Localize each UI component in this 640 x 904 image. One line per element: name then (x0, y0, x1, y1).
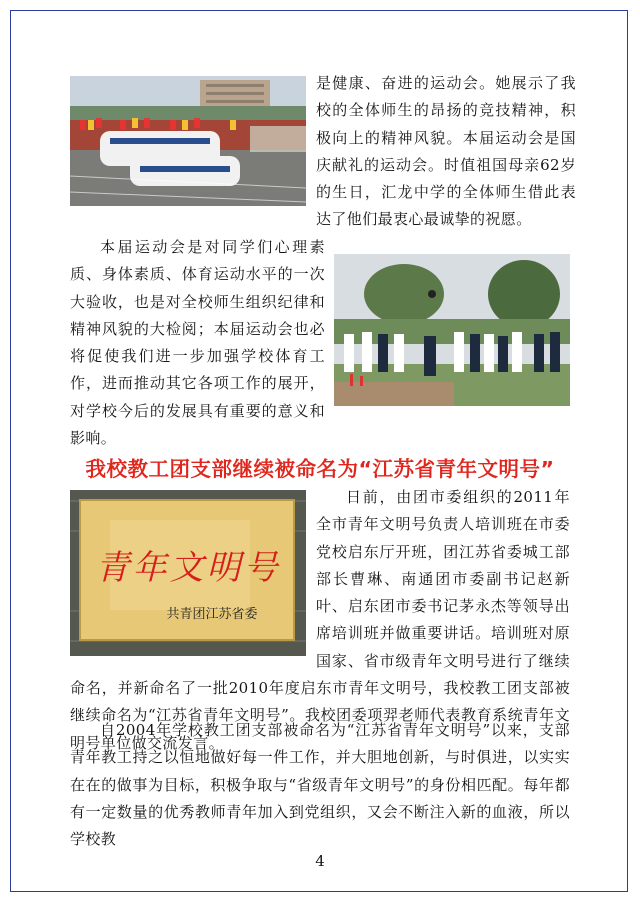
article1-top-text: 是健康、奋进的运动会。她展示了我校的全体师生的昂扬的竞技精神，积极向上的精神风貌。本届运动会是国庆献礼的运动会。时值祖国母亲62岁的生日，汇龙中学的全体师生借此表达了他们最衷心最诚挚的祝愿。 (316, 74, 576, 229)
plaque-float-spacer (70, 484, 316, 664)
article1-mid-text: 本届运动会是对同学们心理素质、身体素质、体育运动水平的一次大验收，也是对全校师生组织纪律和精神风貌的大检阅；本届运动会也必将促使我们进一步加强学校体育工作，进而推动其它各项工作的展开，对学校今后的发展具有重要的意义和影响。 (70, 238, 325, 448)
shot-put-photo (334, 254, 570, 406)
page-number: 4 (315, 852, 325, 870)
article2-para2: 自2004年学校教工团支部被命名为“江苏省青年文明号”以来，支部青年教工持之以恒地做好每一件工作，并大胆地创新，与时俱进，以实实在在的做事为目标，积极争取与“省级青年文明号”的身份相匹配。每年都有一定数量的优秀教师青年加入到党组织，又会不断注入新的血液，所以学校教 (70, 721, 570, 849)
article2-para1-text: 日前，由团市委组织的2011年全市青年文明号负责人培训班在市委党校启东厅开班，团江苏省委城工部部长曹琳、南通团市委副书记赵新叶、启东团市委书记茅永杰等领导出席培训班并做重要讲话。培训班对原国家、省市级青年文明号进行了继续命名，并新命名了一批2010年度启东市青年文明号，我校教工团支部被继续命名为“江苏省青年文明号”。我校团委项羿老师代表教育系统青年文明号单位做交流发言。 (70, 488, 570, 752)
article2-heading: 我校教工团支部继续被命名为“江苏省青年文明号” (85, 457, 555, 481)
plaque-org: 共青团江苏省委 (166, 607, 258, 622)
plaque-title: 青年文明号 (95, 548, 281, 588)
sports-parade-photo (70, 76, 306, 206)
